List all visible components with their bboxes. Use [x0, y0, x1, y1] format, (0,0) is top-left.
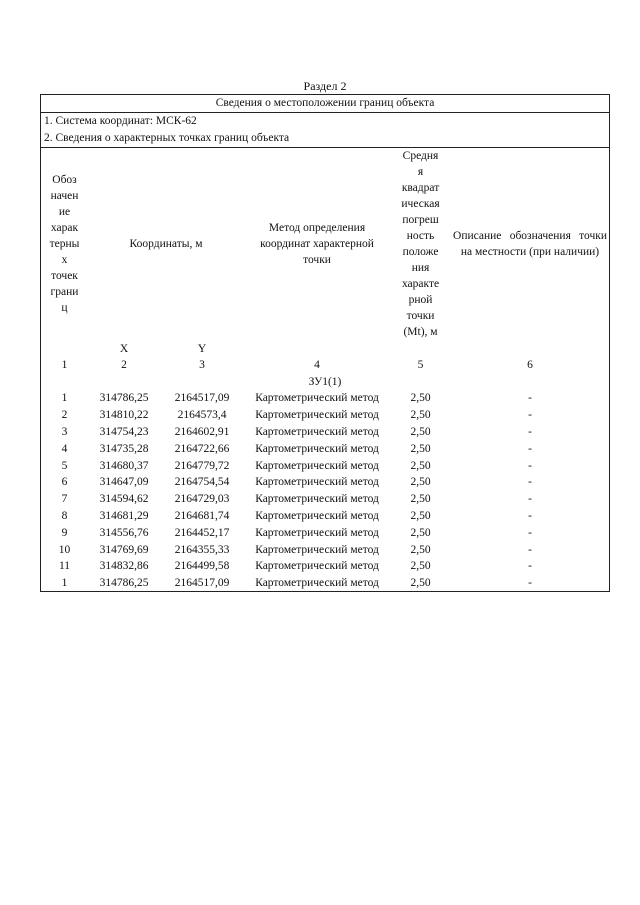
x-coordinate: 314769,69: [99, 543, 149, 556]
point-number: 1: [61, 392, 68, 405]
table-row: [41, 524, 609, 541]
x-coordinate: 314832,86: [99, 560, 149, 573]
boundary-points-table: [41, 148, 609, 592]
method-cell: Картометрический метод: [255, 493, 379, 506]
y-coordinate: 2164573,4: [177, 409, 227, 422]
y-coordinate: 2164517,09: [174, 577, 230, 590]
coordinate-system-line: 1. Система координат: МСК-62: [44, 115, 197, 127]
description-cell: -: [528, 577, 532, 590]
accuracy-cell: 2,50: [410, 459, 431, 472]
point-number: 1: [61, 577, 68, 590]
section-title: Раздел 2: [303, 79, 347, 93]
description-cell: -: [528, 526, 532, 539]
x-coordinate: 314786,25: [99, 577, 149, 590]
table-row: [41, 541, 609, 558]
y-header: Y: [197, 342, 207, 355]
x-coordinate: 314810,22: [99, 409, 149, 422]
y-coordinate: 2164452,17: [174, 526, 230, 539]
description-cell: -: [528, 476, 532, 489]
method-cell: Картометрический метод: [255, 476, 379, 489]
description-cell: -: [528, 493, 532, 506]
column-numbers-row: [41, 357, 609, 373]
y-coordinate: 2164754,54: [174, 476, 230, 489]
y-coordinate: 2164681,74: [174, 509, 230, 522]
accuracy-cell: 2,50: [410, 409, 431, 422]
accuracy-cell: 2,50: [410, 493, 431, 506]
column-number: 3: [199, 359, 205, 371]
y-coordinate: 2164355,33: [174, 543, 230, 556]
xy-header-row: [41, 340, 609, 357]
table-row: [41, 424, 609, 441]
point-number: 9: [61, 526, 68, 539]
document-frame: [40, 94, 610, 592]
table-row: [41, 558, 609, 575]
point-number: 10: [58, 543, 71, 556]
x-coordinate: 314735,28: [99, 442, 149, 455]
x-coordinate: 314680,37: [99, 459, 149, 472]
description-cell: -: [528, 560, 532, 573]
description-header: Описание обозначения точки на местности (при наличии): [453, 230, 608, 258]
method-cell: Картометрический метод: [255, 392, 379, 405]
method-cell: Картометрический метод: [255, 560, 379, 573]
y-coordinate: 2164602,91: [174, 425, 230, 438]
point-number: 6: [61, 476, 68, 489]
object-boundaries-heading: Сведения о местоположении границ объекта: [41, 95, 609, 113]
table-row: [41, 508, 609, 525]
y-coordinate: 2164517,09: [174, 392, 230, 405]
description-cell: -: [528, 459, 532, 472]
y-coordinate: 2164729,03: [174, 493, 230, 506]
description-cell: -: [528, 425, 532, 438]
points-heading-line: 2. Сведения о характерных точках границ объекта: [41, 130, 609, 148]
table-row: [41, 390, 609, 407]
parcel-label: ЗУ1(1): [308, 375, 342, 388]
accuracy-cell: 2,50: [410, 577, 431, 590]
y-coordinate: 2164499,58: [174, 560, 230, 573]
method-cell: Картометрический метод: [255, 409, 379, 422]
x-coordinate: 314594,62: [99, 493, 149, 506]
accuracy-header: Средня я квадрат ическая погреш ность положе ния характе рной точки (Mt), м: [401, 150, 440, 338]
description-cell: -: [528, 543, 532, 556]
accuracy-cell: 2,50: [410, 476, 431, 489]
table-row: [41, 407, 609, 424]
table-row: [41, 491, 609, 508]
method-header: Метод определения координат характерной точки: [260, 222, 374, 266]
designation-header: Обоз начен ие харак терны х точек грани ц: [49, 174, 80, 314]
coordinates-header: Координаты, м: [129, 238, 203, 250]
point-number: 7: [61, 493, 68, 506]
y-coordinate: 2164722,66: [174, 442, 230, 455]
table-header-row: [41, 148, 609, 340]
parcel-label-row: [41, 373, 609, 390]
x-coordinate: 314647,09: [99, 476, 149, 489]
x-coordinate: 314786,25: [99, 392, 149, 405]
table-row: [41, 474, 609, 491]
method-cell: Картометрический метод: [255, 425, 379, 438]
accuracy-cell: 2,50: [410, 442, 431, 455]
table-row: [41, 440, 609, 457]
accuracy-cell: 2,50: [410, 509, 431, 522]
table-row: [41, 457, 609, 474]
accuracy-cell: 2,50: [410, 425, 431, 438]
point-number: 11: [58, 560, 71, 573]
column-number: 1: [61, 359, 68, 371]
method-cell: Картометрический метод: [255, 526, 379, 539]
method-cell: Картометрический метод: [255, 509, 379, 522]
point-number: 4: [61, 442, 68, 455]
description-cell: -: [528, 442, 532, 455]
description-cell: -: [528, 509, 532, 522]
description-cell: -: [528, 409, 532, 422]
column-number: 5: [417, 359, 424, 371]
x-coordinate: 314556,76: [99, 526, 149, 539]
table-row: [41, 575, 609, 592]
x-coordinate: 314754,23: [99, 425, 149, 438]
point-number: 8: [61, 509, 68, 522]
accuracy-cell: 2,50: [410, 526, 431, 539]
x-header: X: [119, 342, 129, 355]
method-cell: Картометрический метод: [255, 577, 379, 590]
column-number: 6: [527, 359, 533, 371]
method-cell: Картометрический метод: [255, 459, 379, 472]
method-cell: Картометрический метод: [255, 543, 379, 556]
y-coordinate: 2164779,72: [174, 459, 230, 472]
column-number: 4: [314, 359, 320, 371]
column-number: 2: [121, 359, 127, 371]
accuracy-cell: 2,50: [410, 392, 431, 405]
point-number: 5: [61, 459, 68, 472]
point-number: 3: [61, 425, 68, 438]
description-cell: -: [528, 392, 532, 405]
accuracy-cell: 2,50: [410, 560, 431, 573]
x-coordinate: 314681,29: [99, 509, 149, 522]
accuracy-cell: 2,50: [410, 543, 431, 556]
method-cell: Картометрический метод: [255, 442, 379, 455]
point-number: 2: [61, 409, 68, 422]
